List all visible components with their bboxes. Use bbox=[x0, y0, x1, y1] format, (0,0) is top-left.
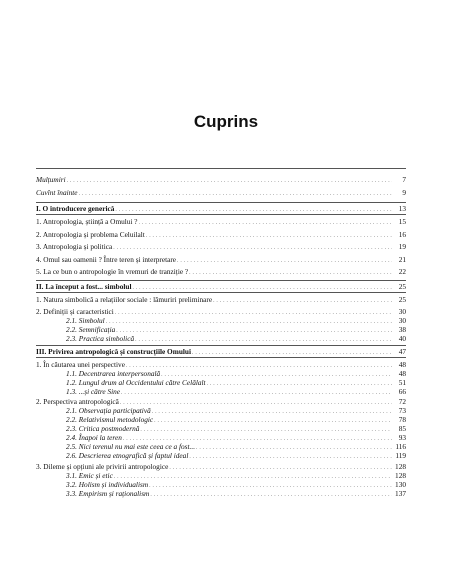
toc-entry-front bbox=[36, 175, 406, 184]
toc-page-number: 119 bbox=[395, 451, 406, 460]
leader-dots bbox=[113, 242, 392, 253]
toc-page-number: 130 bbox=[395, 479, 406, 489]
toc-page-number: 7 bbox=[402, 175, 406, 184]
toc-subentry bbox=[36, 451, 406, 460]
leader-dots bbox=[150, 489, 392, 500]
toc-page-number: 51 bbox=[398, 377, 406, 387]
toc-subentry bbox=[36, 442, 406, 451]
toc-entry bbox=[36, 255, 406, 264]
toc-page-number: 85 bbox=[398, 424, 406, 433]
toc-label: 2.5. Nici terenul nu mai este ceea ce a fost... bbox=[66, 442, 196, 451]
leader-dots bbox=[115, 204, 392, 215]
toc-label: 1. În căutarea unei perspective bbox=[36, 359, 125, 369]
toc-page-number: 48 bbox=[398, 368, 406, 378]
toc-subentry bbox=[36, 471, 406, 480]
toc-page-number: 47 bbox=[398, 346, 406, 356]
toc-page-number: 73 bbox=[398, 406, 406, 415]
leader-dots bbox=[121, 387, 392, 398]
toc-entry bbox=[36, 242, 406, 251]
toc-chapter bbox=[36, 282, 406, 291]
toc-page-number: 116 bbox=[395, 442, 406, 451]
toc-subentry bbox=[36, 489, 406, 498]
leader-dots bbox=[132, 282, 392, 293]
toc-subentry bbox=[36, 369, 406, 378]
toc-label: 3. Dileme și opțiuni ale privirii antropologice bbox=[36, 461, 169, 471]
toc-entry bbox=[36, 360, 406, 369]
toc-label: I. O introducere generică bbox=[36, 204, 115, 213]
toc-page-number: 78 bbox=[398, 415, 406, 424]
toc-subentry bbox=[36, 334, 406, 343]
toc-page-number: 21 bbox=[398, 254, 406, 264]
toc-page-number: 48 bbox=[398, 359, 406, 369]
toc-subentry bbox=[36, 378, 406, 387]
toc-label: 1. Natura simbolică a relațiilor sociale : lămuriri preliminare bbox=[36, 294, 213, 304]
leader-dots bbox=[79, 188, 392, 199]
leader-dots bbox=[177, 255, 392, 266]
toc-label: Cuvînt înainte bbox=[36, 188, 78, 197]
toc-subentry bbox=[36, 316, 406, 325]
leader-dots bbox=[213, 295, 392, 306]
leader-dots bbox=[192, 347, 392, 358]
toc-page-number: 30 bbox=[398, 307, 406, 316]
toc-page-number: 25 bbox=[398, 281, 406, 291]
toc-label: 1.2. Lungul drum al Occidentului către Celălalt bbox=[66, 377, 206, 387]
toc-label: 2.1. Observația participativă bbox=[66, 406, 151, 415]
toc-entry bbox=[36, 462, 406, 471]
toc-label: Mulțumiri bbox=[36, 175, 66, 184]
toc-page-number: 25 bbox=[398, 294, 406, 304]
toc-subentry bbox=[36, 387, 406, 396]
toc-label: 2.6. Descrierea etnografică și faptul ideal bbox=[66, 451, 189, 460]
leader-dots bbox=[146, 230, 392, 241]
toc-label: 4. Omul sau oamenii ? Între teren și interpretare bbox=[36, 254, 177, 264]
toc-page-number: 22 bbox=[398, 267, 406, 276]
toc-entry bbox=[36, 267, 406, 276]
toc-page-number: 40 bbox=[398, 334, 406, 343]
toc-label: 5. La ce bun o antropologie în vremuri de tranziție ? bbox=[36, 267, 189, 276]
toc-label: 2. Definiții și caracteristici bbox=[36, 307, 114, 316]
toc-label: 3.1. Emic și etic bbox=[66, 470, 113, 480]
toc-chapter bbox=[36, 347, 406, 356]
toc-page-number: 72 bbox=[398, 397, 406, 406]
toc-label: 3.2. Holism și individualism bbox=[66, 479, 149, 489]
toc-page-number: 128 bbox=[395, 470, 406, 480]
toc-page-number: 16 bbox=[398, 229, 406, 239]
toc-label: 2.1. Simbolul bbox=[66, 316, 105, 325]
toc-subentry bbox=[36, 415, 406, 424]
toc-label: 2.4. Înapoi la teren bbox=[66, 433, 122, 442]
toc-label: 2.2. Semnificația bbox=[66, 325, 116, 334]
toc-page-number: 128 bbox=[395, 461, 406, 471]
toc-subentry bbox=[36, 424, 406, 433]
toc-entry bbox=[36, 230, 406, 239]
toc-page-number: 19 bbox=[398, 242, 406, 251]
toc-page-number: 38 bbox=[398, 325, 406, 334]
toc-label: 2.2. Relativismul metodologic bbox=[66, 415, 154, 424]
toc-page-number: 137 bbox=[395, 488, 406, 498]
toc-entry bbox=[36, 217, 406, 226]
toc-label: 1.1. Decentrarea interpersonală bbox=[66, 368, 161, 378]
leader-dots bbox=[67, 175, 392, 186]
toc-page-number: 13 bbox=[398, 204, 406, 213]
table-of-contents bbox=[36, 168, 406, 499]
toc-subentry bbox=[36, 325, 406, 334]
toc-label: 1.3. ...și către Sine bbox=[66, 386, 121, 396]
toc-label: 3. Antropologia și politica bbox=[36, 242, 113, 251]
toc-page-number: 9 bbox=[402, 188, 406, 197]
leader-dots bbox=[139, 217, 392, 228]
toc-entry bbox=[36, 307, 406, 316]
toc-label: 2. Antropologia și problema Celuilalt bbox=[36, 229, 145, 239]
toc-entry bbox=[36, 295, 406, 304]
toc-page-number: 30 bbox=[398, 316, 406, 325]
toc-subentry bbox=[36, 406, 406, 415]
toc-label: 2. Perspectiva antropologică bbox=[36, 397, 119, 406]
leader-dots bbox=[189, 451, 392, 462]
leader-dots bbox=[135, 334, 392, 345]
toc-entry bbox=[36, 397, 406, 406]
toc-label: II. La început a fost... simbolul bbox=[36, 281, 132, 291]
toc-subentry bbox=[36, 433, 406, 442]
toc-label: 2.3. Practica simbolică bbox=[66, 334, 135, 343]
toc-page-number: 93 bbox=[398, 433, 406, 442]
toc-label: 3.3. Empirism și raționalism bbox=[66, 488, 150, 498]
toc-page-number: 15 bbox=[398, 217, 406, 226]
toc-label: III. Privirea antropologică și construcțiile Omului bbox=[36, 346, 191, 356]
toc-subentry bbox=[36, 480, 406, 489]
toc-label: 2.3. Critica postmodernă bbox=[66, 424, 140, 433]
toc-label: 1. Antropologia, știință a Omului ? bbox=[36, 217, 138, 226]
toc-chapter bbox=[36, 204, 406, 213]
toc-entry-front bbox=[36, 188, 406, 197]
leader-dots bbox=[189, 267, 392, 278]
page-title: Cuprins bbox=[193, 112, 259, 131]
toc-page-number: 66 bbox=[398, 386, 406, 396]
